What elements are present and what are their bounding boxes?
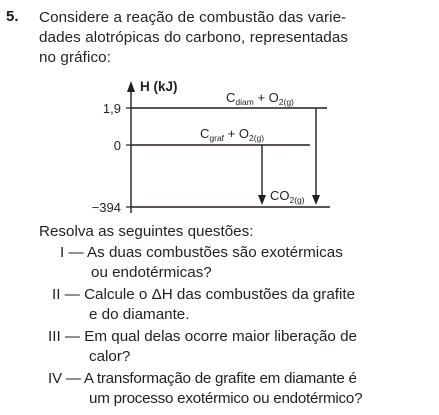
tick-label: 1,9 <box>102 101 121 116</box>
item-line: ou endotérmicas? <box>91 264 212 281</box>
item-line: e do diamante. <box>89 306 190 323</box>
item-line: I — As duas combustões são exotérmicas <box>60 244 343 261</box>
item-line: III — Em qual delas ocorre maior liberação de <box>48 328 357 345</box>
arrow-diamond-head <box>312 195 320 205</box>
arrow-graphite-head <box>258 195 266 205</box>
item-line: um processo exotérmico ou endotérmico? <box>89 390 363 407</box>
label-diamond: $C_{diam} + O_{2(g)}$ <box>226 90 294 107</box>
intro-line: no gráfico: <box>39 49 112 66</box>
item-iv <box>48 369 362 409</box>
tick-label: −394 <box>91 200 121 215</box>
label-graphite: $C_{graf} + O_{2(g)}$ <box>200 126 265 143</box>
item-ii <box>52 285 355 325</box>
y-axis-arrow <box>127 81 135 92</box>
instructions: Resolva as seguintes questões: <box>39 223 254 240</box>
question-number: 5. <box>6 8 19 25</box>
intro-line: Considere a reação de combustão das varie- <box>39 9 347 26</box>
y-axis-label: H (kJ) <box>140 79 178 94</box>
item-iii <box>48 327 357 367</box>
tick-label: 0 <box>113 138 121 153</box>
item-line: calor? <box>89 348 131 365</box>
item-line: IV — A transformação de grafite em diamante é <box>48 370 357 387</box>
intro-line: dades alotrópicas do carbono, representadas <box>39 29 349 46</box>
item-i <box>60 243 343 283</box>
label-product: $CO_{2(g)}$ <box>270 188 305 205</box>
item-line: II — Calcule o ΔH das combustões da grafite <box>52 286 356 303</box>
